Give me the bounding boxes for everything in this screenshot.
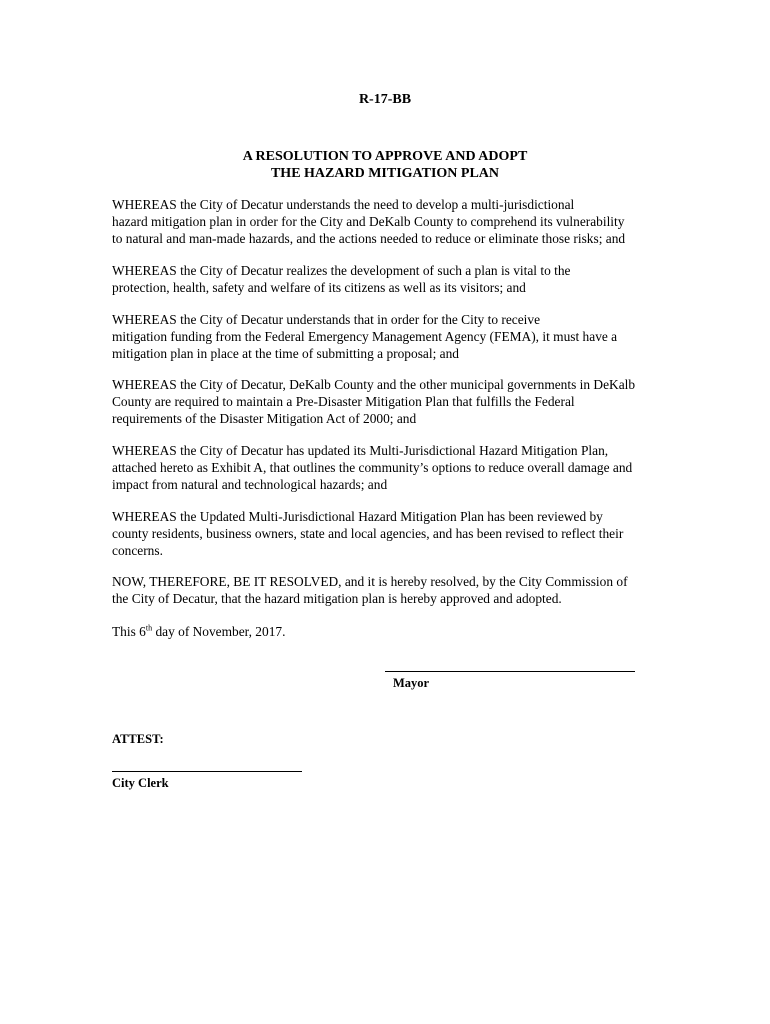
paragraph-line: protection, health, safety and welfare of its citizens as well as its visitors; and bbox=[112, 280, 526, 295]
date-ordinal: th bbox=[145, 623, 153, 633]
attest-label: ATTEST: bbox=[112, 732, 164, 746]
clerk-signature-line bbox=[112, 771, 302, 772]
title-line-1: A RESOLUTION TO APPROVE AND ADOPT bbox=[242, 149, 528, 164]
paragraph-line: WHEREAS the Updated Multi-Jurisdictional Hazard Mitigation Plan has been reviewed by bbox=[112, 509, 603, 524]
paragraph-line: WHEREAS the City of Decatur has updated its Multi-Jurisdictional Hazard Mitigation Plan, bbox=[112, 443, 609, 458]
resolution-number: R-17-BB bbox=[358, 92, 412, 107]
paragraph-line: impact from natural and technological hazards; and bbox=[112, 477, 388, 492]
paragraph-line: WHEREAS the City of Decatur understands the need to develop a multi-jurisdictional bbox=[112, 197, 575, 212]
paragraph-line: County are required to maintain a Pre-Disaster Mitigation Plan that fulfills the Federal bbox=[112, 394, 575, 409]
whereas-paragraph-6 bbox=[112, 508, 660, 559]
paragraph-line: WHEREAS the City of Decatur understands that in order for the City to receive bbox=[112, 312, 541, 327]
whereas-paragraph-5 bbox=[112, 442, 660, 493]
mayor-label: Mayor bbox=[393, 676, 430, 690]
paragraph-line: hazard mitigation plan in order for the City and DeKalb County to comprehend its vulnerability bbox=[112, 214, 625, 229]
paragraph-line: WHEREAS the City of Decatur realizes the development of such a plan is vital to the bbox=[112, 263, 571, 278]
whereas-paragraph-2 bbox=[112, 262, 660, 296]
paragraph-line: mitigation funding from the Federal Emergency Management Agency (FEMA), it must have a bbox=[112, 329, 618, 344]
paragraph-line: to natural and man-made hazards, and the actions needed to reduce or eliminate those risks; and bbox=[112, 231, 626, 246]
paragraph-line: WHEREAS the City of Decatur, DeKalb County and the other municipal governments in DeKalb bbox=[112, 377, 636, 392]
date-line bbox=[112, 623, 660, 640]
title-line-2: THE HAZARD MITIGATION PLAN bbox=[270, 166, 500, 181]
paragraph-line: county residents, business owners, state and local agencies, and has been revised to reflect their bbox=[112, 526, 624, 541]
mayor-signature-line bbox=[385, 671, 635, 672]
paragraph-line: attached hereto as Exhibit A, that outlines the community’s options to reduce overall damage and bbox=[112, 460, 633, 475]
date-prefix: This 6 bbox=[112, 624, 146, 639]
date-suffix: day of November, 2017. bbox=[152, 624, 286, 639]
whereas-paragraph-1 bbox=[112, 196, 660, 247]
whereas-paragraph-4 bbox=[112, 376, 660, 427]
paragraph-line: requirements of the Disaster Mitigation Act of 2000; and bbox=[112, 411, 417, 426]
whereas-paragraph-3 bbox=[112, 311, 660, 362]
paragraph-line: concerns. bbox=[112, 543, 163, 558]
paragraph-line: NOW, THEREFORE, BE IT RESOLVED, and it is hereby resolved, by the City Commission of bbox=[112, 574, 628, 589]
paragraph-line: mitigation plan in place at the time of submitting a proposal; and bbox=[112, 346, 459, 361]
city-clerk-label: City Clerk bbox=[112, 776, 169, 790]
paragraph-line: the City of Decatur, that the hazard mitigation plan is hereby approved and adopted. bbox=[112, 591, 562, 606]
resolved-paragraph bbox=[112, 573, 660, 607]
